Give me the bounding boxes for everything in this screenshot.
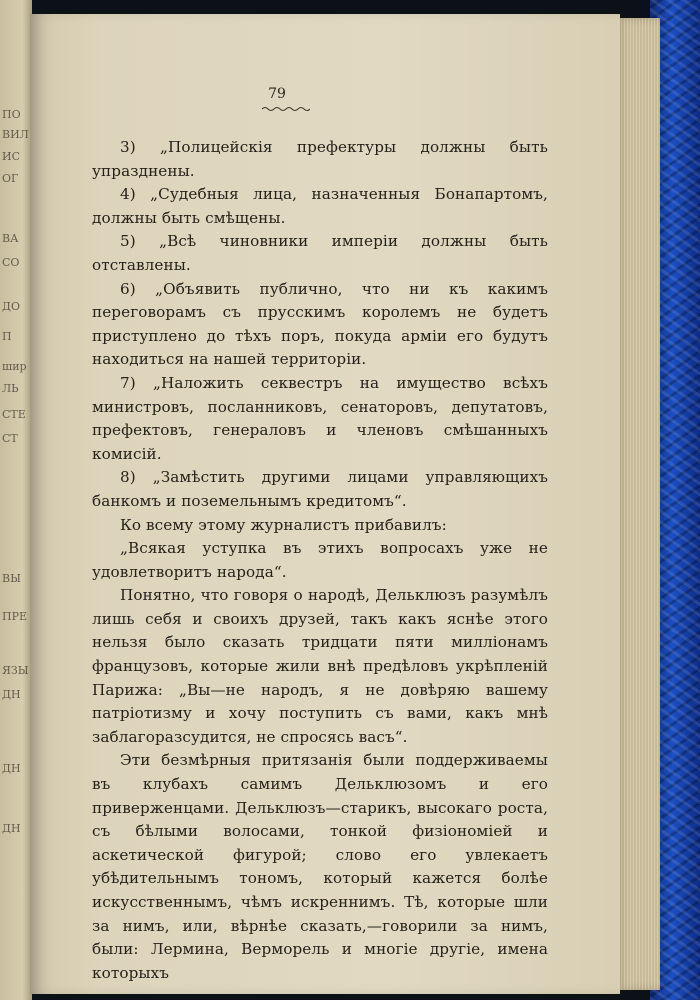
facing-page-fragment: ДН (2, 688, 21, 701)
paragraph: Понятно, что говоря о народѣ, Дельклюзъ разумѣлъ лишь себя и своихъ друзей, такъ какъ яснѣе этого нельзя было сказать тридцати пяти милліонамъ французовъ, которые жили внѣ предѣловъ укрѣпленій Парижа: „Вы—не народъ, я не довѣряю вашему патріотизму и хочу поступить съ вами, какъ мнѣ заблагоразсудится, не спросясь васъ“. (92, 586, 548, 746)
paragraph: 3) „Полицейскія префектуры должны быть упразднены. (92, 138, 548, 180)
quotation: „Всякая уступка въ этихъ вопросахъ уже не удовлетворитъ народа“. (92, 539, 548, 581)
paragraph: Ко всему этому журналистъ прибавилъ: (120, 515, 447, 534)
facing-page-fragment: ДО (2, 300, 20, 313)
facing-page-fragment: ДН (2, 822, 21, 835)
facing-page-edge (0, 0, 32, 1000)
facing-page-fragment: СТЕ (2, 408, 26, 421)
facing-page-fragment: ЛЬ (2, 382, 19, 395)
facing-page-fragment: ВА (2, 232, 19, 245)
facing-page-fragment: ОГ (2, 172, 19, 185)
wavy-ornament (262, 106, 310, 112)
page-text (92, 136, 548, 985)
facing-page-fragment: ДН (2, 762, 21, 775)
facing-page-fragment: ВЫ (2, 572, 21, 585)
facing-page-fragment: шир (2, 360, 27, 373)
facing-page-fragment: ПО (2, 108, 21, 121)
page-edges (615, 18, 660, 990)
paragraph: 5) „Всѣ чиновники имперіи должны быть отставлены. (92, 232, 548, 274)
paragraph: 8) „Замѣстить другими лицами управляющихъ банкомъ и поземельнымъ кредитомъ“. (92, 468, 548, 510)
facing-page-fragment: СТ (2, 432, 18, 445)
facing-page-fragment: ПРЕ (2, 610, 28, 623)
paragraph: 7) „Наложить секвестръ на имущество всѣхъ министровъ, посланниковъ, сенаторовъ, депутатовъ, префектовъ, генераловъ и членовъ смѣшанныхъ комисій. (92, 373, 548, 463)
book-page (30, 14, 620, 994)
facing-page-fragment: ИС (2, 150, 21, 163)
facing-page-fragment: СО (2, 256, 20, 269)
paragraph: 4) „Судебныя лица, назначенныя Бонапартомъ, должны быть смѣщены. (92, 185, 548, 227)
paragraph: 6) „Объявить публично, что ни къ какимъ переговорамъ съ прусскимъ королемъ не будетъ приступлено до тѣхъ поръ, покуда арміи его будутъ находиться на нашей территоріи. (92, 279, 548, 369)
paragraph: Эти безмѣрныя притязанія были поддерживаемы въ клубахъ самимъ Дельклюзомъ и его приверженцами. Дельклюзъ—старикъ, высокаго роста, съ бѣлыми волосами, тонкой физіономіей и аскетической фигурой; слово его увлекаетъ убѣдительнымъ тономъ, который кажется болѣе искусственнымъ, чѣмъ искреннимъ. Тѣ, которые шли за нимъ, или, вѣрнѣе сказать,—говорили за нимъ, были: Лермина, Верморель и многіе другіе, имена которыхъ (92, 751, 548, 982)
facing-page-fragment: ЯЗЫ (2, 664, 29, 677)
facing-page-fragment: ВИЛ (2, 128, 29, 141)
facing-page-fragment: П (2, 330, 12, 343)
page-number: 79 (268, 86, 286, 102)
